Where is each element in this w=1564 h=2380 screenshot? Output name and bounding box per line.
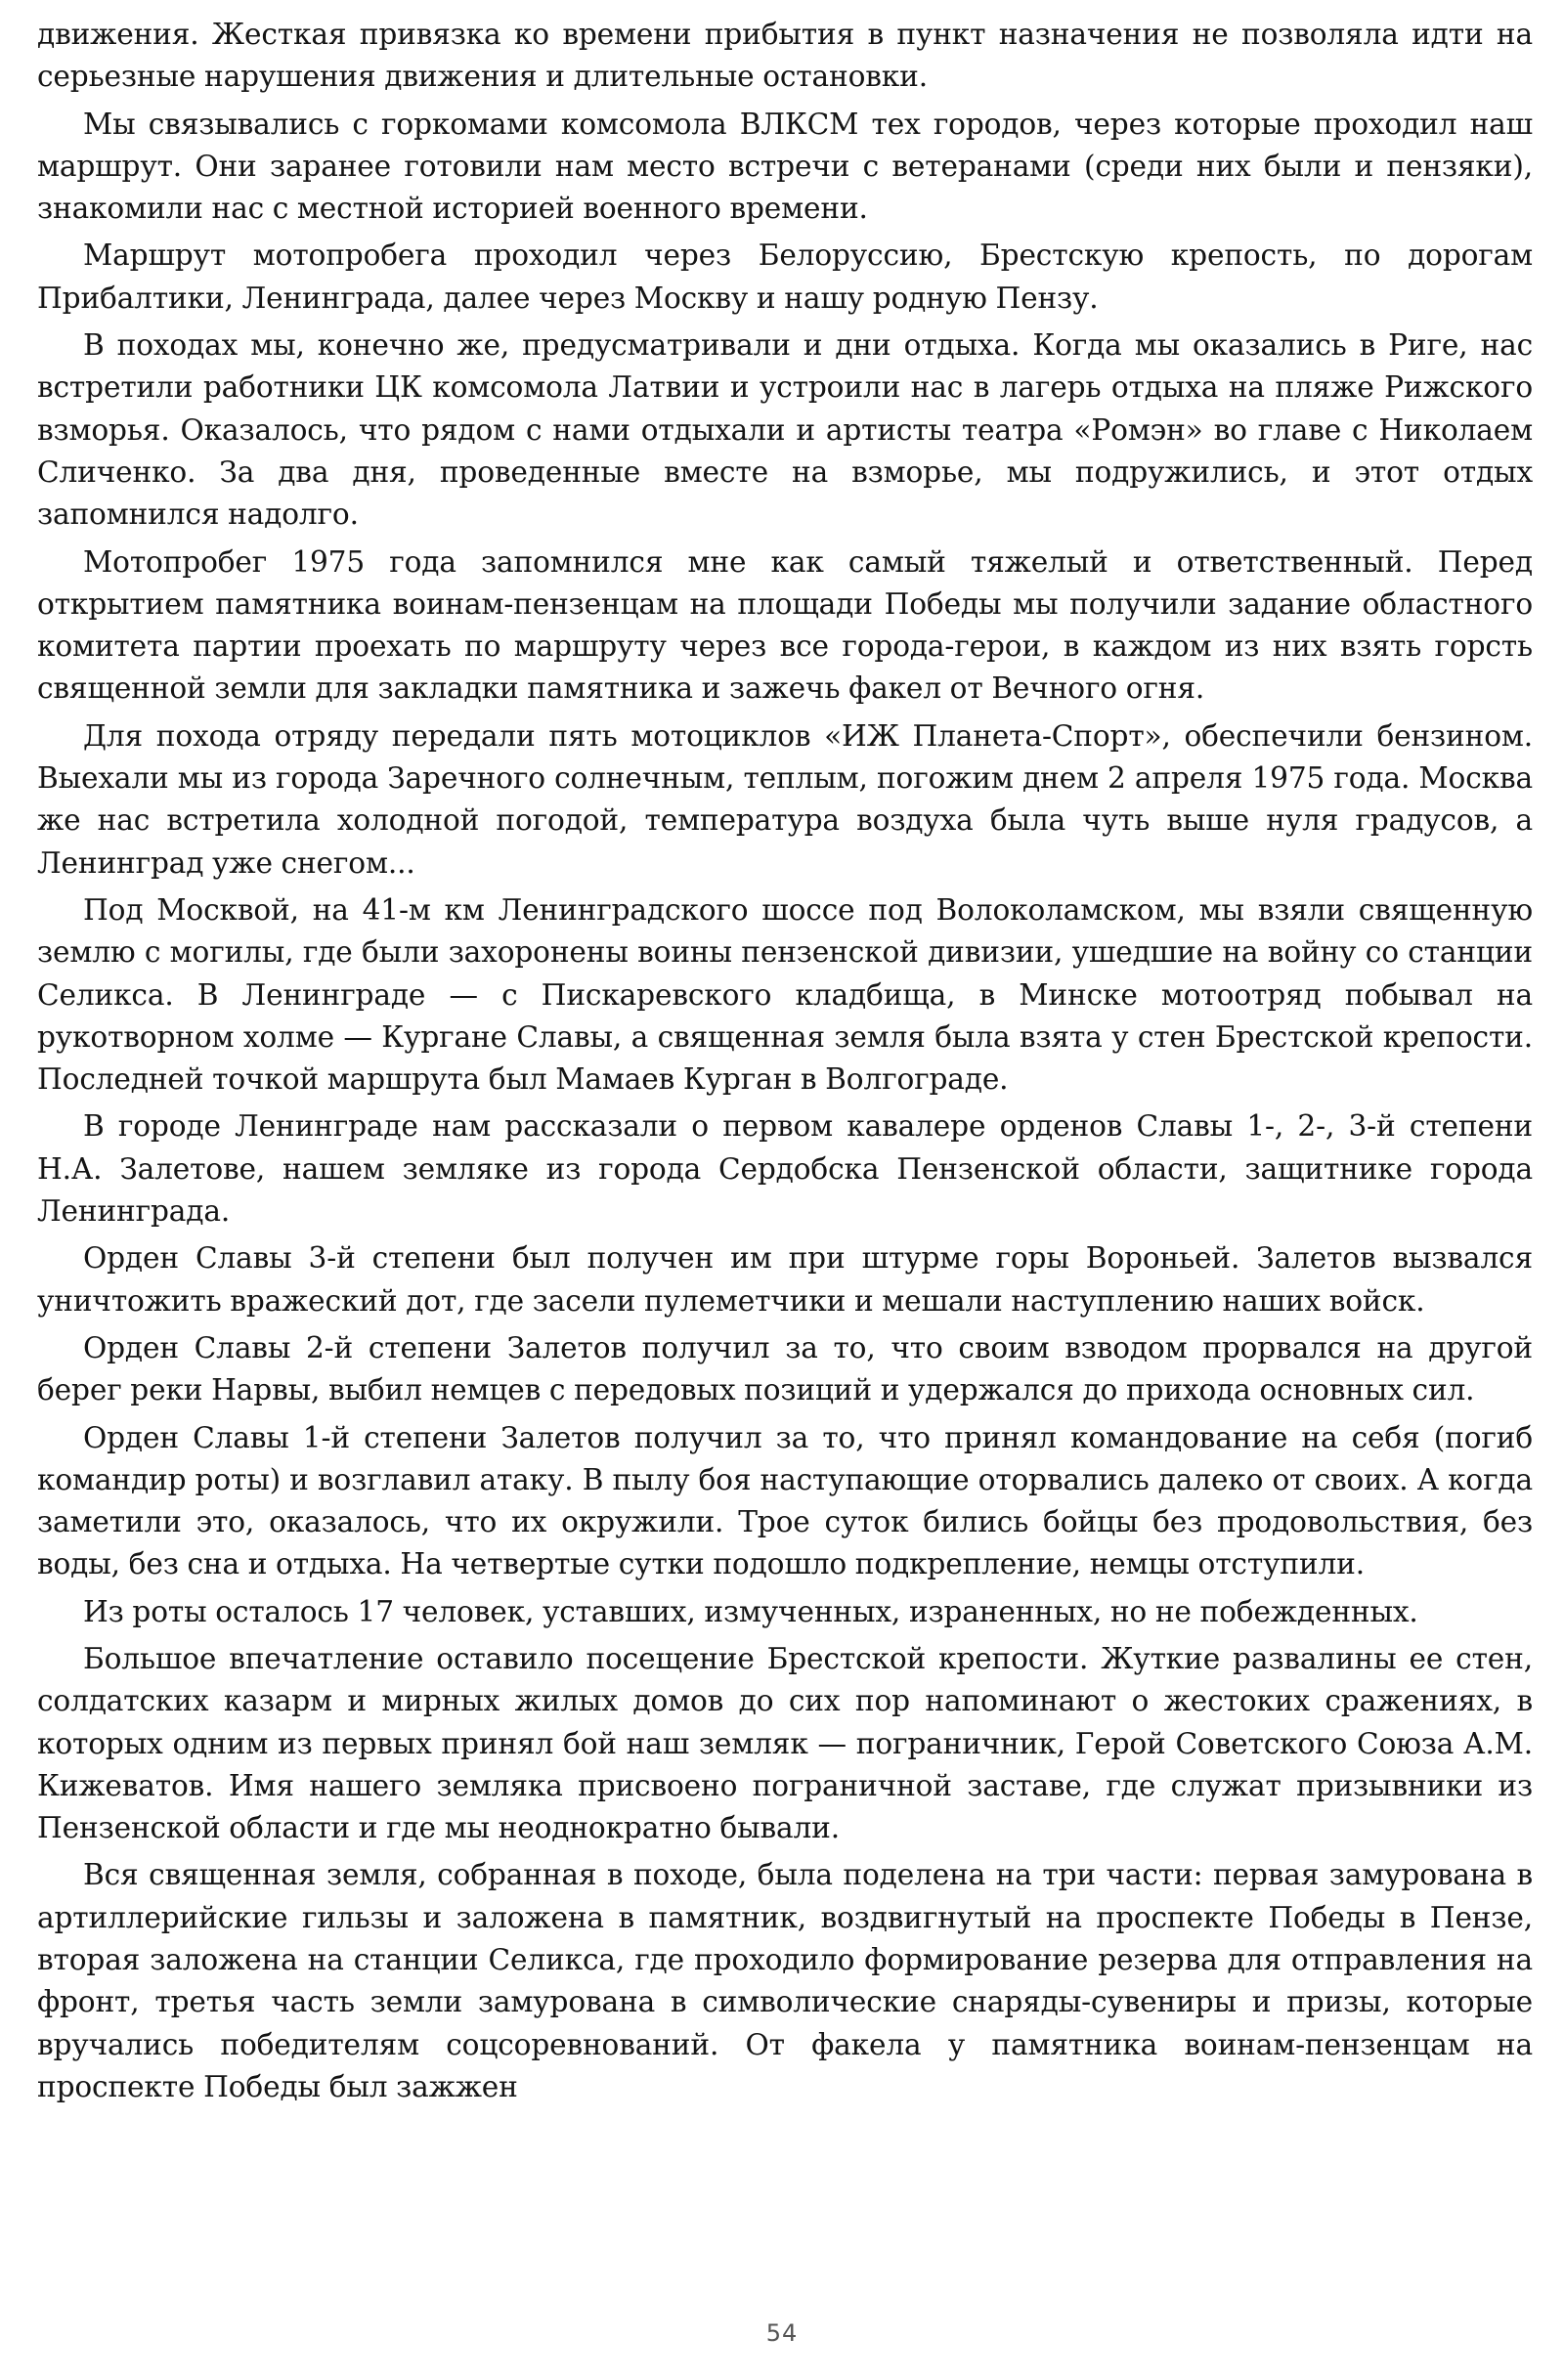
- paragraph-continuation: движения. Жесткая привязка ко времени прибытия в пункт назначения не позволяла идти на серьезные нарушения движения и длительные остановки.: [37, 18, 1533, 94]
- page-body: [37, 14, 1533, 2108]
- paragraph-zaletov-intro: В городе Ленинграде нам рассказали о первом кавалере орденов Славы 1-, 2-, 3-й степени Н.А. Залетове, нашем земляке из города Сердобска Пензенской области, защитнике города Ленинграда.: [37, 1109, 1533, 1229]
- page-number: 54: [765, 2319, 799, 2347]
- paragraph-order-3rd: Орден Славы 3-й степени был получен им при штурме горы Вороньей. Залетов вызвался уничтожить вражеский дот, где засели пулеметчики и мешали наступлению наших войск.: [37, 1241, 1533, 1318]
- paragraph-order-1st: Орден Славы 1-й степени Залетов получил за то, что принял командование на себя (погиб командир роты) и возглавил атаку. В пылу боя наступающие оторвались далеко от своих. А когда заметили это, оказалось, что их окружили. Трое суток бились бойцы без продовольствия, без воды, без сна и отдыха. На четвертые сутки подошло подкрепление, немцы отступили.: [37, 1420, 1533, 1581]
- paragraph-brest-fortress: Большое впечатление оставило посещение Брестской крепости. Жуткие развалины ее стен, солдатских казарм и мирных жилых домов до сих пор напоминают о жестоких сражениях, в которых одним из первых принял бой наш земляк — пограничник, Герой Советского Союза А.М. Кижеватов. Имя нашего земляка присвоено пограничной заставе, где служат призывники из Пензенской области и где мы неоднократно бывали.: [37, 1641, 1533, 1845]
- paragraph-rally-1975: Мотопробег 1975 года запомнился мне как самый тяжелый и ответственный. Перед открытием памятника воинам-пензенцам на площади Победы мы получили задание областного комитета партии проехать по маршруту через все города-герои, в каждом из них взять горсть священной земли для закладки памятника и зажечь факел от Вечного огня.: [37, 544, 1533, 706]
- paragraph-order-2nd: Орден Славы 2-й степени Залетов получил за то, что своим взводом прорвался на другой берег реки Нарвы, выбил немцев с передовых позиций и удержался до прихода основных сил.: [37, 1330, 1533, 1407]
- paragraph-company-survivors: Из роты осталось 17 человек, уставших, измученных, израненных, но не побежденных.: [83, 1594, 1418, 1628]
- paragraph-sacred-soil: Под Москвой, на 41-м км Ленинградского шоссе под Волоколамском, мы взяли священную землю с могилы, где были захоронены воины пензенской дивизии, ушедшие на войну со станции Селикса. В Ленинграде — с Пискаревского кладбища, в Минске мотоотряд побывал на рукотворном холме — Кургане Славы, а священная земля была взята у стен Брестской крепости. Последней точкой маршрута был Мамаев Курган в Волгограде.: [37, 892, 1533, 1097]
- paragraph-route: Маршрут мотопробега проходил через Белоруссию, Брестскую крепость, по дорогам Прибалтики, Ленинграда, далее через Москву и нашу родную Пензу.: [37, 238, 1533, 315]
- paragraph-komsomol-contacts: Мы связывались с горкомами комсомола ВЛКСМ тех городов, через которые проходил наш маршрут. Они заранее готовили нам место встречи с ветеранами (среди них были и пензяки), знакомили нас с местной историей военного времени.: [37, 107, 1533, 226]
- paragraph-motorcycles: Для похода отряду передали пять мотоциклов «ИЖ Планета-Спорт», обеспечили бензином. Выехали мы из города Заречного солнечным, теплым, погожим днем 2 апреля 1975 года. Москва же нас встретила холодной погодой, температура воздуха была чуть выше нуля градусов, а Ленинград уже снегом...: [37, 718, 1533, 880]
- paragraph-riga-rest: В походах мы, конечно же, предусматривали и дни отдыха. Когда мы оказались в Риге, нас встретили работники ЦК комсомола Латвии и устроили нас в лагерь отдыха на пляже Рижского взморья. Оказалось, что рядом с нами отдыхали и артисты театра «Ромэн» во главе с Николаем Сличенко. За два дня, проведенные вместе на взморье, мы подружились, и этот отдых запомнился надолго.: [37, 328, 1533, 532]
- paragraph-soil-division: Вся священная земля, собранная в походе, была поделена на три части: первая замурована в артиллерийские гильзы и заложена в памятник, воздвигнутый на проспекте Победы в Пензе, вторая заложена на станции Селикса, где проходило формирование резерва для отправления на фронт, третья часть земли замурована в символические снаряды-сувениры и призы, которые вручались победителям соцсоревнований. От факела у памятника воинам-пензенцам на проспекте Победы был зажжен: [37, 1858, 1533, 2103]
